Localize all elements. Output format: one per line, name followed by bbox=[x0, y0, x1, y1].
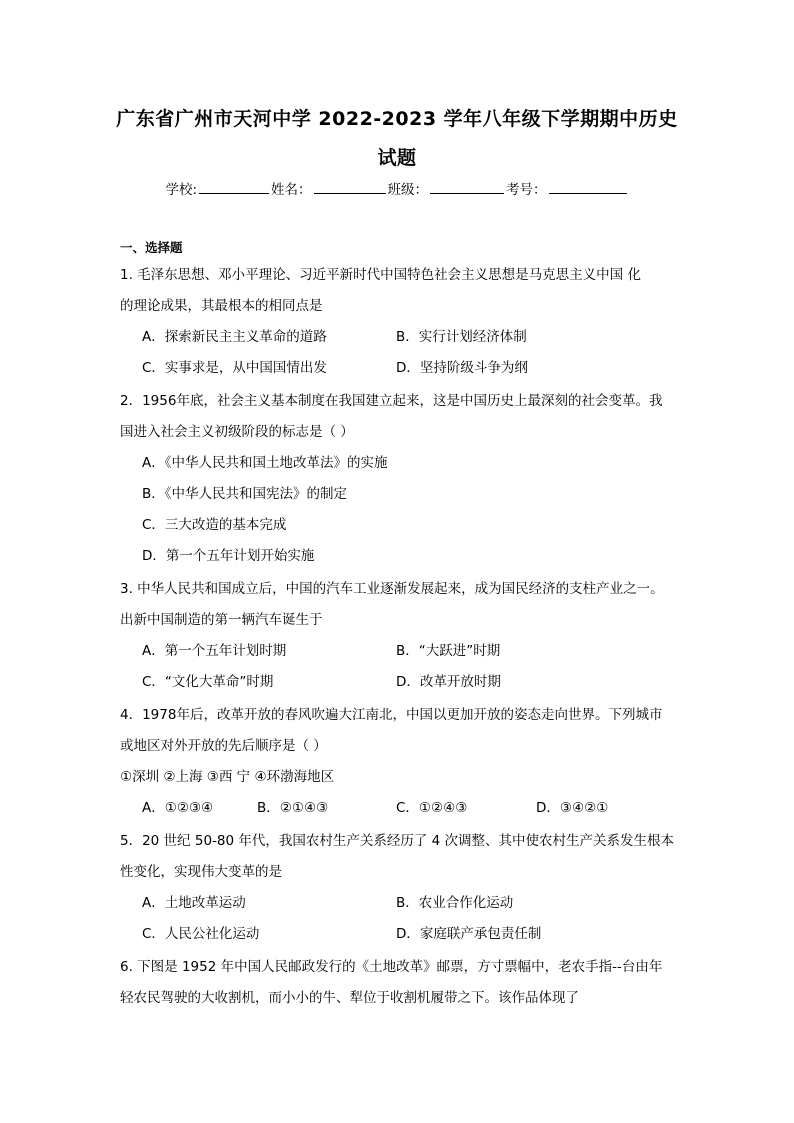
question-2-option-c[interactable]: C．三大改造的基本完成 bbox=[142, 517, 287, 533]
question-5-option-a[interactable]: A．土地改革运动 bbox=[142, 895, 246, 911]
question-6-stem-line1: 6. 下图是 1952 年中国人民邮政发行的《土地改革》邮票，方寸票幅中，老农手指--台由年 bbox=[120, 959, 663, 975]
question-4-option-c[interactable]: C．①②④③ bbox=[396, 800, 468, 816]
question-2-option-b[interactable]: B．《中华人民共和国宪法》的制定 bbox=[142, 486, 348, 502]
question-5-option-b[interactable]: B．农业合作化运动 bbox=[396, 895, 514, 911]
exam-title-line1: 广东省广州市天河中学 2022-2023 学年八年级下学期期中历史 bbox=[116, 108, 678, 130]
question-1-option-a[interactable]: A．探索新民主主义革命的道路 bbox=[142, 329, 327, 345]
question-4-option-a[interactable]: A．①②③④ bbox=[142, 800, 214, 816]
exam-title-line2: 试题 bbox=[377, 147, 417, 169]
question-1-stem-line1: 1. 毛泽东思想、邓小平理论、习近平新时代中国特色社会主义思想是马克思主义中国 化 bbox=[120, 267, 641, 283]
school-label: 学校: bbox=[165, 182, 198, 198]
question-4-items: ①深圳 ②上海 ③西 宁 ④环渤海地区 bbox=[120, 769, 335, 785]
question-5-stem-line2: 性变化，实现伟大变革的是 bbox=[120, 864, 282, 880]
question-3-stem-line1: 3. 中华人民共和国成立后，中国的汽车工业逐渐发展起来，成为国民经济的支柱产业之一。 bbox=[120, 581, 664, 597]
question-3-option-b[interactable]: B．“大跃进”时期 bbox=[396, 643, 501, 659]
question-6-stem-line2: 轻农民驾驶的大收割机，而小小的牛、犁位于收割机履带之下。该作品体现了 bbox=[120, 990, 579, 1006]
number-blank[interactable] bbox=[549, 179, 627, 194]
question-3-option-c[interactable]: C．“文化大革命”时期 bbox=[142, 674, 274, 690]
question-1-option-c[interactable]: C．实事求是，从中国国情出发 bbox=[142, 360, 327, 376]
question-1-option-b[interactable]: B．实行计划经济体制 bbox=[396, 329, 527, 345]
class-blank[interactable] bbox=[430, 179, 504, 194]
school-blank[interactable] bbox=[199, 179, 269, 194]
question-1-stem-line2: 的理论成果，其最根本的相同点是 bbox=[120, 298, 323, 314]
question-2-option-a[interactable]: A．《中华人民共和国土地改革法》的实施 bbox=[142, 455, 388, 471]
question-5-stem-line1: 5．20 世纪 50-80 年代，我国农村生产关系经历了 4 次调整、其中使农村生产关系发生根本 bbox=[120, 833, 675, 849]
question-5-option-c[interactable]: C．人民公社化运动 bbox=[142, 926, 260, 942]
name-blank[interactable] bbox=[314, 179, 386, 194]
question-4-option-d[interactable]: D．③④②① bbox=[536, 800, 609, 816]
question-4-stem-line1: 4．1978年后，改革开放的春风吹遍大江南北，中国以更加开放的姿态走向世界。下列城市 bbox=[120, 707, 663, 723]
class-label: 班级： bbox=[387, 182, 429, 198]
question-3-option-a[interactable]: A．第一个五年计划时期 bbox=[142, 643, 287, 659]
question-3-stem-line2: 出新中国制造的第一辆汽车诞生于 bbox=[120, 612, 323, 628]
question-2-option-d[interactable]: D．第一个五年计划开始实施 bbox=[142, 548, 315, 564]
number-label: 考号： bbox=[506, 182, 547, 198]
student-info-line bbox=[0, 178, 794, 198]
question-4-stem-line2: 或地区对外开放的先后顺序是（ ） bbox=[120, 738, 327, 754]
question-4-option-b[interactable]: B．②①④③ bbox=[257, 800, 329, 816]
question-5-option-d[interactable]: D．家庭联产承包责任制 bbox=[396, 926, 542, 942]
name-label: 姓名： bbox=[271, 182, 312, 198]
section-heading: 一、选择题 bbox=[120, 240, 183, 255]
question-3-option-d[interactable]: D．改革开放时期 bbox=[396, 674, 501, 690]
question-1-option-d[interactable]: D．坚持阶级斗争为纲 bbox=[396, 360, 528, 376]
question-2-stem-line2: 国进入社会主义初级阶段的标志是（ ） bbox=[120, 424, 354, 440]
question-2-stem-line1: 2．1956年底，社会主义基本制度在我国建立起来，这是中国历史上最深刻的社会变革。我 bbox=[120, 393, 663, 409]
